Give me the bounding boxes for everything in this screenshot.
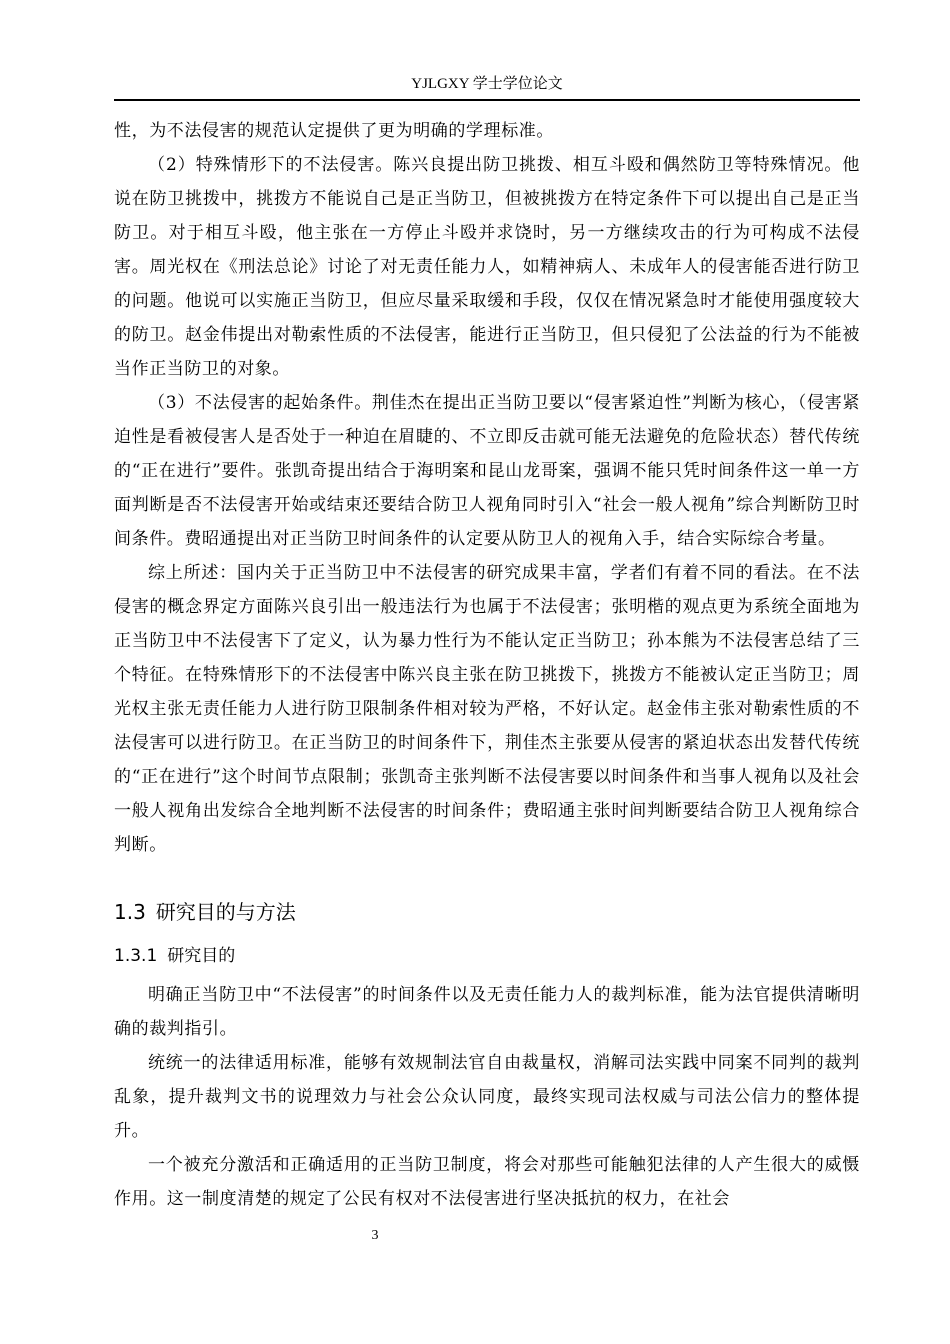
header-rule [114,99,860,101]
page-header: YJLGXY 学士学位论文 [411,76,563,92]
paragraph-purpose-2: 统统一的法律适用标准，能够有效规制法官自由裁量权，消解司法实践中同案不同判的裁判乱象，提升裁判文书的说理效力与社会公众认同度，最终实现司法权威与司法公信力的整体提升。 [114,1053,860,1141]
paragraph-continuation: 性，为不法侵害的规范认定提供了更为明确的学理标准。 [114,121,554,141]
paragraph-summary: 综上所述：国内关于正当防卫中不法侵害的研究成果丰富，学者们有着不同的看法。在不法侵害的概念界定方面陈兴良引出一般违法行为也属于不法侵害；张明楷的观点更为系统全面地为正当防卫中不法侵害下了定义，认为暴力性行为不能认定正当防卫；孙本熊为不法侵害总结了三个特征。在特殊情形下的不法侵害中陈兴良主张在防卫挑拨下，挑拨方不能被认定正当防卫；周光权主张无责任能力人进行防卫限制条件相对较为严格，不好认定。赵金伟主张对勒索性质的不法侵害可以进行防卫。在正当防卫的时间条件下，荆佳杰主张要从侵害的紧迫状态出发替代传统的“正在进行”这个时间节点限制；张凯奇主张判断不法侵害要以时间条件和当事人视角以及社会一般人视角出发综合全地判断不法侵害的时间条件；费昭通主张时间判断要结合防卫人视角综合判断。 [114,563,860,855]
section-title: 研究目的与方法 [155,900,296,924]
section-heading [114,896,860,928]
subsection-title: 研究目的 [167,946,236,966]
paragraph-purpose-3: 一个被充分激活和正确适用的正当防卫制度，将会对那些可能触犯法律的人产生很大的威慑作用。这一制度清楚的规定了公民有权对不法侵害进行坚决抵抗的权力，在社会 [114,1155,860,1209]
section-number: 1.3 [114,900,146,924]
subsection-heading [114,940,860,972]
page-number: 3 [371,1228,379,1243]
paragraph-start-conditions: （3）不法侵害的起始条件。荆佳杰在提出正当防卫要以“侵害紧迫性”判断为核心，（侵害紧迫性是看被侵害人是否处于一种迫在眉睫的、不立即反击就可能无法避免的危险状态）替代传统的“正在进行”要件。张凯奇提出结合于海明案和昆山龙哥案，强调不能只凭时间条件这一单一方面判断是否不法侵害开始或结束还要结合防卫人视角同时引入“社会一般人视角”综合判断防卫时间条件。费昭通提出对正当防卫时间条件的认定要从防卫人的视角入手，结合实际综合考量。 [114,393,860,549]
paragraph-purpose-1: 明确正当防卫中“不法侵害”的时间条件以及无责任能力人的裁判标准，能为法官提供清晰明确的裁判指引。 [114,985,860,1039]
page-content [114,114,860,1216]
paragraph-special-cases: （2）特殊情形下的不法侵害。陈兴良提出防卫挑拨、相互斗殴和偶然防卫等特殊情况。他说在防卫挑拨中，挑拨方不能说自己是正当防卫，但被挑拨方在特定条件下可以提出自己是正当防卫。对于相互斗殴，他主张在一方停止斗殴并求饶时，另一方继续攻击的行为可构成不法侵害。周光权在《刑法总论》讨论了对无责任能力人，如精神病人、未成年人的侵害能否进行防卫的问题。他说可以实施正当防卫，但应尽量采取缓和手段，仅仅在情况紧急时才能使用强度较大的防卫。赵金伟提出对勒索性质的不法侵害，能进行正当防卫，但只侵犯了公法益的行为不能被当作正当防卫的对象。 [114,155,860,379]
subsection-number: 1.3.1 [114,946,158,966]
